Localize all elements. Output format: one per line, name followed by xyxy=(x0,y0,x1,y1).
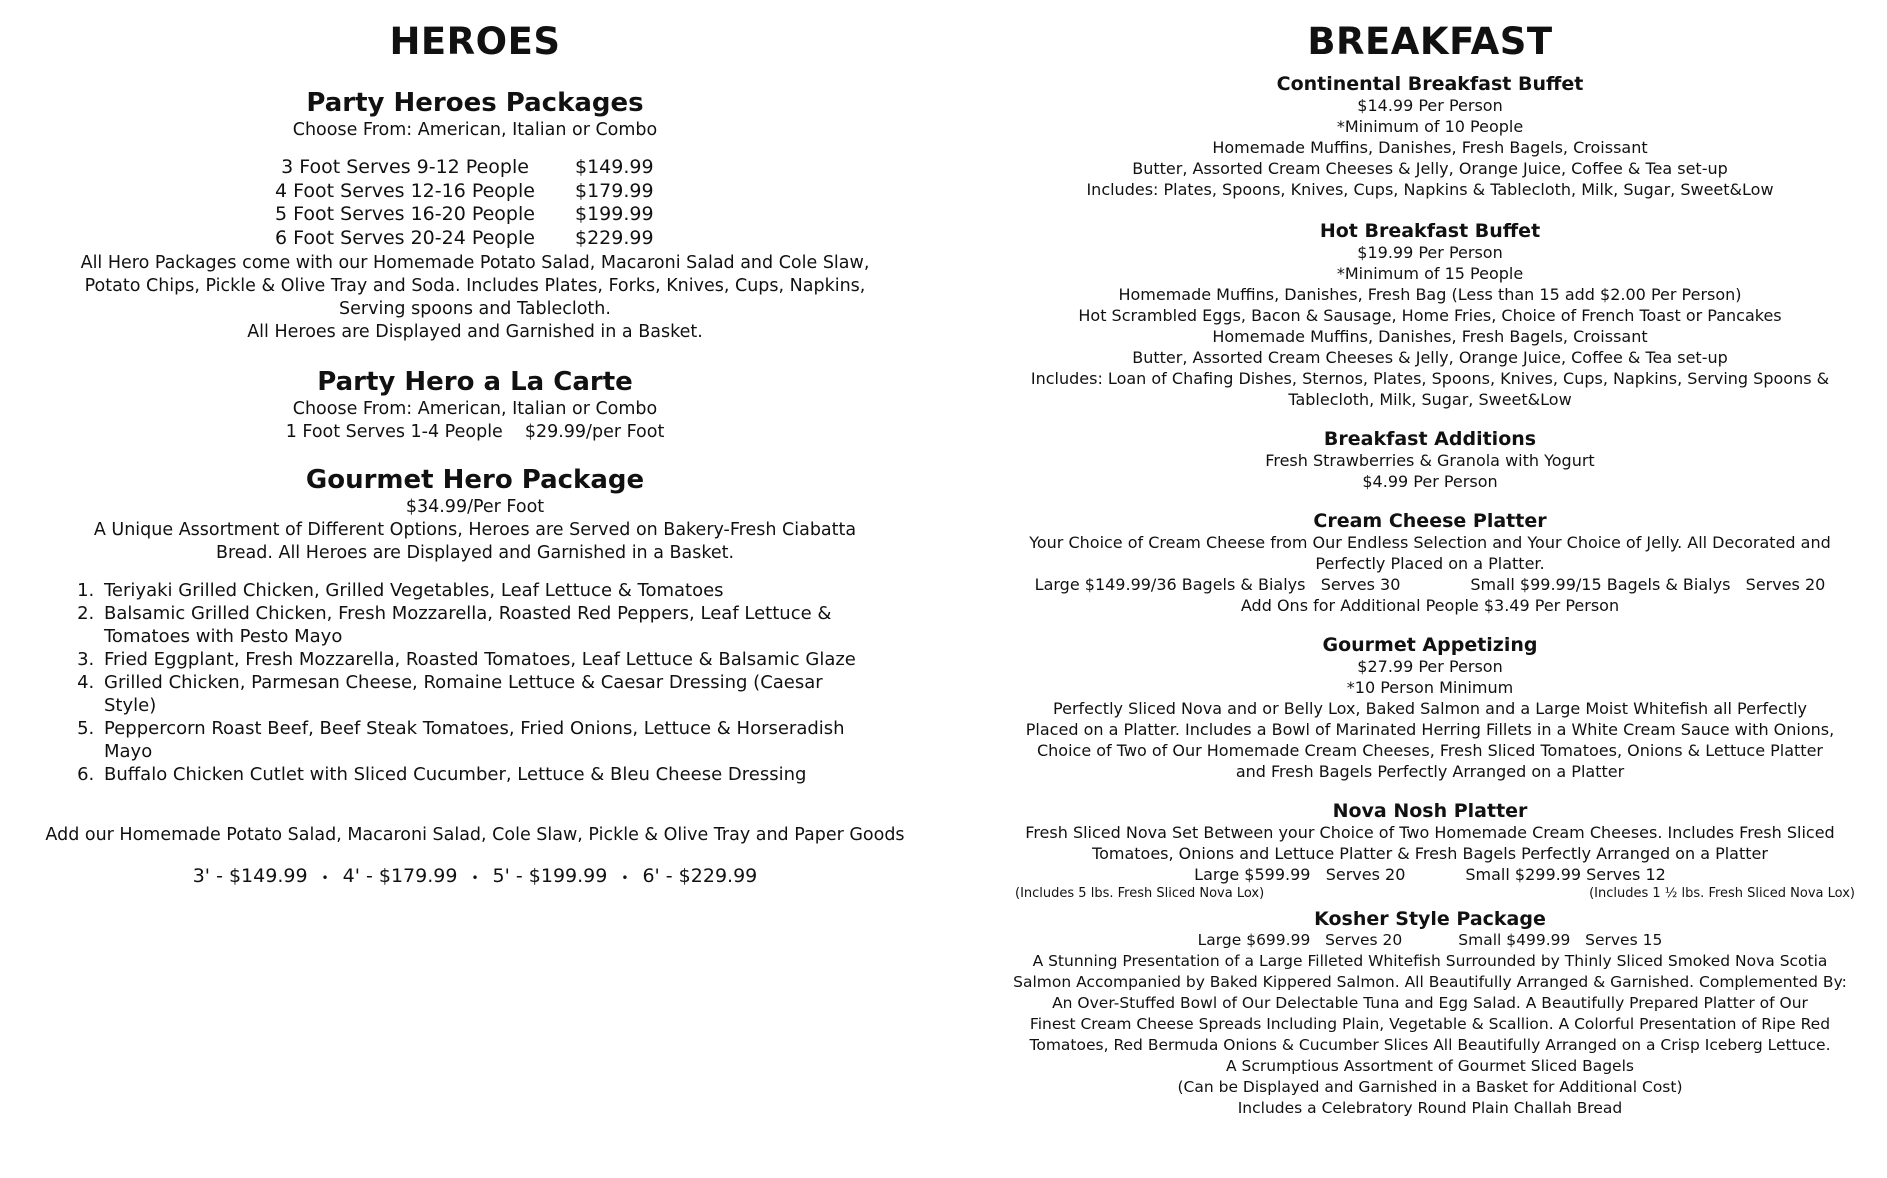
detail-line: $14.99 Per Person xyxy=(1357,96,1503,115)
size-label: 4 Foot Serves 12-16 People xyxy=(275,179,535,202)
nova-nosh-small-note: (Includes 1 ½ lbs. Fresh Sliced Nova Lox) xyxy=(1589,886,1855,901)
hot-breakfast-details xyxy=(995,242,1865,410)
detail-line: Choice of Two of Our Homemade Cream Cheeses, Fresh Sliced Tomatoes, Onions & Lettuce Platter xyxy=(1036,741,1823,760)
kosher-small: Small $499.99 Serves 15 xyxy=(1458,931,1663,949)
a-la-carte-price: $29.99/per Foot xyxy=(524,422,665,442)
description-line: A Unique Assortment of Different Options, Heroes are Served on Bakery-Fresh Ciabatta xyxy=(93,520,857,540)
detail-line: Butter, Assorted Cream Cheeses & Jelly, Orange Juice, Coffee & Tea set-up xyxy=(1132,348,1728,367)
detail-line: Placed on a Platter. Includes a Bowl of Marinated Herring Fillets in a White Cream Sauce with Onions, xyxy=(1025,720,1835,739)
detail-line: Fresh Strawberries & Granola with Yogurt xyxy=(1265,451,1595,470)
hot-breakfast-heading: Hot Breakfast Buffet xyxy=(1319,220,1541,242)
detail-line: Finest Cream Cheese Spreads Including Plain, Vegetable & Scallion. A Colorful Presentation of Ripe Red xyxy=(1029,1015,1831,1033)
list-item: 2. Balsamic Grilled Chicken, Fresh Mozzarella, Roasted Red Peppers, Leaf Lettuce & Tomatoes with Pesto Mayo xyxy=(100,602,870,648)
additions-heading: Breakfast Additions xyxy=(1323,428,1537,450)
detail-line: Homemade Muffins, Danishes, Fresh Bagels, Croissant xyxy=(1212,327,1648,346)
detail-line: *Minimum of 10 People xyxy=(1336,117,1524,136)
detail-line: Tomatoes, Onions and Lettuce Platter & Fresh Bagels Perfectly Arranged on a Platter xyxy=(1092,844,1768,863)
gourmet-hero-heading: Gourmet Hero Package xyxy=(305,465,645,495)
detail-line: $19.99 Per Person xyxy=(1357,243,1503,262)
detail-line: Your Choice of Cream Cheese from Our Endless Selection and Your Choice of Jelly. All Decorated and xyxy=(1029,533,1831,552)
detail-line: (Can be Displayed and Garnished in a Basket for Additional Cost) xyxy=(1177,1078,1683,1096)
nova-nosh-heading: Nova Nosh Platter xyxy=(1332,800,1528,822)
cream-cheese-size-row xyxy=(995,574,1865,595)
detail-line: $4.99 Per Person xyxy=(1362,472,1498,491)
nova-nosh-large-note: (Includes 5 lbs. Fresh Sliced Nova Lox) xyxy=(1015,886,1265,901)
a-la-carte-serves: 1 Foot Serves 1-4 People xyxy=(285,422,503,442)
gourmet-hero-price: $34.99/Per Foot xyxy=(405,497,545,517)
continental-heading: Continental Breakfast Buffet xyxy=(1276,73,1584,95)
description-line: Serving spoons and Tablecloth. xyxy=(339,299,611,319)
gourmet-hero-description xyxy=(30,519,920,565)
size-row xyxy=(235,180,715,204)
addon-price-row xyxy=(30,865,920,891)
detail-line: Add Ons for Additional People $3.49 Per Person xyxy=(1240,596,1620,615)
description-line: All Hero Packages come with our Homemade Potato Salad, Macaroni Salad and Cole Slaw, xyxy=(80,253,870,273)
a-la-carte-choose: Choose From: American, Italian or Combo xyxy=(292,399,658,419)
detail-line: *10 Person Minimum xyxy=(1346,678,1514,697)
detail-line: $27.99 Per Person xyxy=(1357,657,1503,676)
detail-line: Tomatoes, Red Bermuda Onions & Cucumber Slices All Beautifully Arranged on a Crisp Iceberg Lettuce. xyxy=(1029,1036,1831,1054)
party-heroes-size-table xyxy=(235,156,715,250)
addon-price: 3' - $149.99 xyxy=(192,865,308,887)
detail-line: Perfectly Placed on a Platter. xyxy=(1315,554,1545,573)
cream-cheese-small: Small $99.99/15 Bagels & Bialys Serves 20 xyxy=(1470,575,1826,594)
breakfast-column xyxy=(995,0,1865,1119)
nova-nosh-details xyxy=(995,822,1865,902)
size-label: 5 Foot Serves 16-20 People xyxy=(275,203,535,225)
cream-cheese-heading: Cream Cheese Platter xyxy=(1313,510,1547,532)
size-row xyxy=(235,227,715,251)
cream-cheese-large: Large $149.99/36 Bagels & Bialys Serves 30 xyxy=(1034,575,1401,594)
heroes-column xyxy=(30,0,920,891)
detail-line: Homemade Muffins, Danishes, Fresh Bagels, Croissant xyxy=(1212,138,1648,157)
detail-line: Includes: Plates, Spoons, Knives, Cups, Napkins & Tablecloth, Milk, Sugar, Sweet&Low xyxy=(1086,180,1774,199)
detail-line: Includes: Loan of Chafing Dishes, Sternos, Plates, Spoons, Knives, Cups, Napkins, Serving Spoons & xyxy=(1030,369,1830,388)
description-line: Bread. All Heroes are Displayed and Garnished in a Basket. xyxy=(215,543,735,563)
addon-price: 4' - $179.99 xyxy=(342,865,458,887)
detail-line: Fresh Sliced Nova Set Between your Choice of Two Homemade Cream Cheeses. Includes Fresh Sliced xyxy=(1025,823,1835,842)
size-row xyxy=(235,203,715,227)
description-line: Potato Chips, Pickle & Olive Tray and Soda. Includes Plates, Forks, Knives, Cups, Napkins, xyxy=(84,276,866,296)
nova-nosh-notes-row xyxy=(995,885,1865,902)
detail-line: Butter, Assorted Cream Cheeses & Jelly, Orange Juice, Coffee & Tea set-up xyxy=(1132,159,1728,178)
list-item: 1. Teriyaki Grilled Chicken, Grilled Vegetables, Leaf Lettuce & Tomatoes xyxy=(100,579,870,602)
detail-line: Perfectly Sliced Nova and or Belly Lox, Baked Salmon and a Large Moist Whitefish all Perfectly xyxy=(1053,699,1807,718)
gourmet-addon-text: Add our Homemade Potato Salad, Macaroni Salad, Cole Slaw, Pickle & Olive Tray and Paper Goods xyxy=(45,825,905,845)
separator-dot: • xyxy=(471,871,479,885)
detail-line: and Fresh Bagels Perfectly Arranged on a Platter xyxy=(1235,762,1625,781)
gourmet-appetizing-details xyxy=(995,656,1865,782)
list-item: 3. Fried Eggplant, Fresh Mozzarella, Roasted Tomatoes, Leaf Lettuce & Balsamic Glaze xyxy=(100,648,870,671)
cream-cheese-details xyxy=(995,532,1865,616)
kosher-details xyxy=(995,930,1865,1119)
gourmet-hero-list xyxy=(70,579,870,786)
separator-dot: • xyxy=(321,871,329,885)
nova-nosh-size-row xyxy=(995,864,1865,885)
size-label: 3 Foot Serves 9-12 People xyxy=(281,156,529,178)
detail-line: Salmon Accompanied by Baked Kippered Salmon. All Beautifully Arranged & Garnished. Complemented By: xyxy=(1013,973,1847,991)
size-price: $229.99 xyxy=(575,226,654,249)
detail-line: Includes a Celebratory Round Plain Challah Bread xyxy=(1237,1099,1623,1117)
detail-line: A Stunning Presentation of a Large Filleted Whitefish Surrounded by Thinly Sliced Smoked Nova Scotia xyxy=(1032,952,1828,970)
continental-details xyxy=(995,95,1865,200)
list-item: 5. Peppercorn Roast Beef, Beef Steak Tomatoes, Fried Onions, Lettuce & Horseradish Mayo xyxy=(100,717,870,763)
party-heroes-description xyxy=(30,252,920,344)
size-price: $199.99 xyxy=(575,203,654,225)
list-item: 6. Buffalo Chicken Cutlet with Sliced Cucumber, Lettuce & Bleu Cheese Dressing xyxy=(100,763,870,786)
addon-price: 5' - $199.99 xyxy=(492,865,608,887)
heroes-title: HEROES xyxy=(389,20,561,63)
a-la-carte-heading: Party Hero a La Carte xyxy=(317,367,633,397)
detail-line: An Over-Stuffed Bowl of Our Delectable Tuna and Egg Salad. A Beautifully Prepared Platter of Our xyxy=(1052,994,1808,1012)
nova-nosh-small: Small $299.99 Serves 12 xyxy=(1465,865,1666,884)
party-heroes-heading: Party Heroes Packages xyxy=(306,88,644,118)
kosher-large: Large $699.99 Serves 20 xyxy=(1197,931,1403,949)
size-price: $149.99 xyxy=(575,156,654,178)
detail-line: Homemade Muffins, Danishes, Fresh Bag (Less than 15 add $2.00 Per Person) xyxy=(1118,285,1742,304)
additions-details xyxy=(995,450,1865,492)
detail-line: Tablecloth, Milk, Sugar, Sweet&Low xyxy=(1288,390,1572,409)
list-item: 4. Grilled Chicken, Parmesan Cheese, Romaine Lettuce & Caesar Dressing (Caesar Style) xyxy=(100,671,870,717)
breakfast-title: BREAKFAST xyxy=(1307,20,1553,63)
detail-line: *Minimum of 15 People xyxy=(1336,264,1524,283)
detail-line: A Scrumptious Assortment of Gourmet Sliced Bagels xyxy=(1226,1057,1634,1075)
addon-price: 6' - $229.99 xyxy=(642,865,758,887)
separator-dot: • xyxy=(621,871,629,885)
party-heroes-choose: Choose From: American, Italian or Combo xyxy=(292,120,658,140)
detail-line: Hot Scrambled Eggs, Bacon & Sausage, Home Fries, Choice of French Toast or Pancakes xyxy=(1078,306,1782,325)
kosher-size-row xyxy=(995,930,1865,951)
gourmet-appetizing-heading: Gourmet Appetizing xyxy=(1322,634,1538,656)
description-line: All Heroes are Displayed and Garnished in a Basket. xyxy=(247,322,703,342)
kosher-heading: Kosher Style Package xyxy=(1314,908,1546,930)
size-label: 6 Foot Serves 20-24 People xyxy=(275,226,535,249)
size-price: $179.99 xyxy=(575,179,654,202)
nova-nosh-large: Large $599.99 Serves 20 xyxy=(1194,865,1406,884)
size-row xyxy=(235,156,715,180)
a-la-carte-price-row xyxy=(30,421,920,444)
